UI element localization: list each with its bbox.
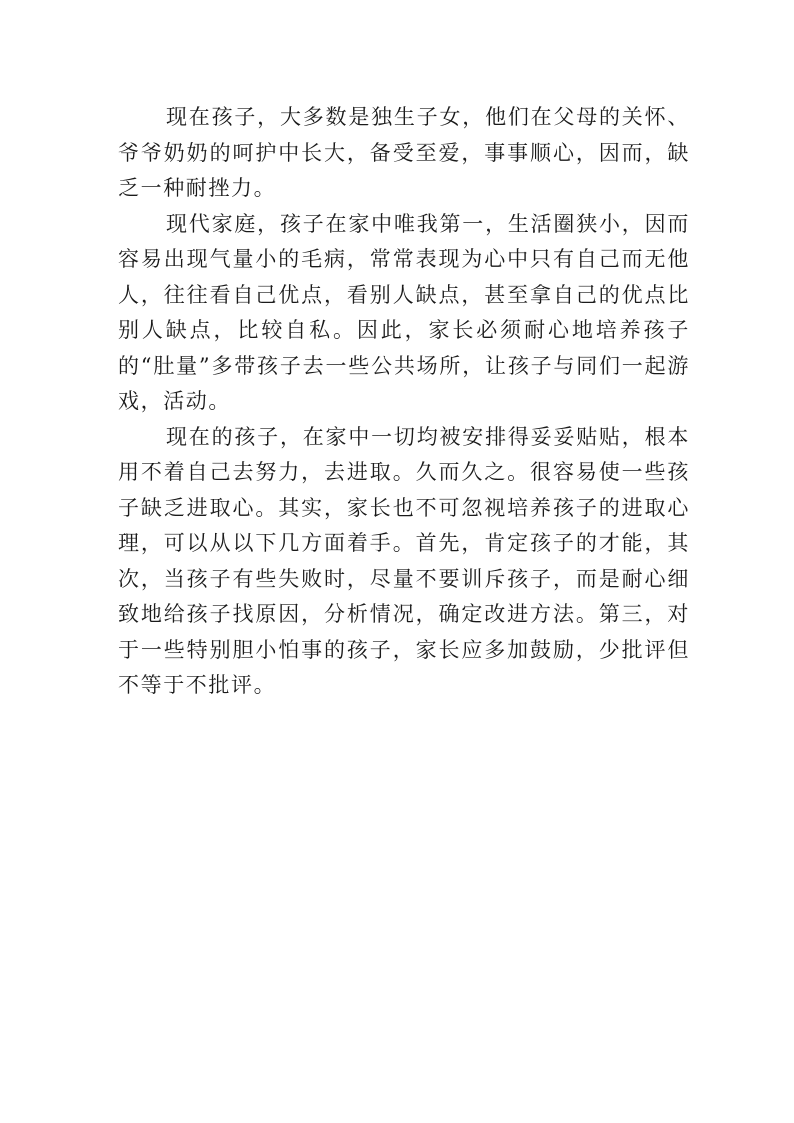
paragraph-3: 现在的孩子，在家中一切均被安排得妥妥贴贴，根本用不着自己去努力，去进取。久而久之。很容易使一些孩子缺乏进取心。其实，家长也不可忽视培养孩子的进取心理，可以从以下几方面着手。首先，肯定孩子的才能，其次，当孩子有些失败时，尽量不要训斥孩子，而是耐心细致地给孩子找原因，分析情况，确定改进方法。第三，对于一些特别胆小怕事的孩子，家长应多加鼓励，少批评但不等于不批评。 <box>118 424 690 697</box>
document-body <box>118 100 690 704</box>
paragraph-2: 现代家庭，孩子在家中唯我第一，生活圈狭小，因而容易出现气量小的毛病，常常表现为心中只有自己而无他人，往往看自己优点，看别人缺点，甚至拿自己的优点比别人缺点，比较自私。因此，家长必须耐心地培养孩子的“肚量”多带孩子去一些公共场所，让孩子与同们一起游戏，活动。 <box>118 211 690 413</box>
paragraph-1: 现在孩子，大多数是独生子女，他们在父母的关怀、爷爷奶奶的呵护中长大，备受至爱，事事顺心，因而，缺乏一种耐挫力。 <box>118 105 690 200</box>
